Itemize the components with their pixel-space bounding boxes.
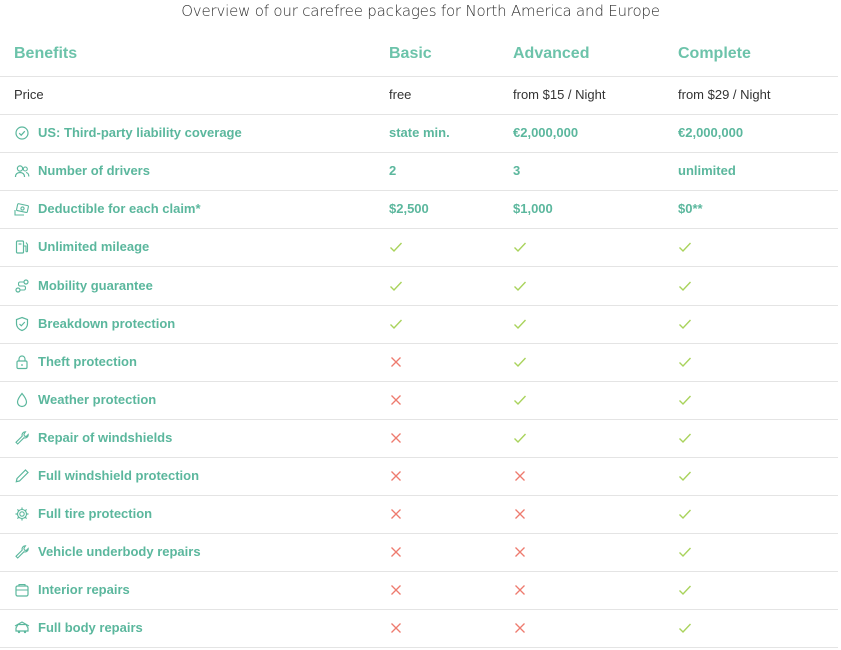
benefit-label <box>14 571 130 609</box>
cross-icon <box>513 621 527 635</box>
benefit-label <box>14 343 137 381</box>
check-icon <box>678 545 692 559</box>
table-row <box>0 152 838 191</box>
benefit-label-text: Weather protection <box>38 391 157 407</box>
basic-excluded <box>389 609 403 647</box>
advanced-excluded <box>513 609 527 647</box>
benefit-label-text: Full windshield protection <box>38 468 200 483</box>
benefit-label <box>14 609 143 647</box>
check-icon <box>513 240 527 254</box>
check-icon <box>513 317 527 331</box>
benefit-label-text: Theft protection <box>38 353 137 369</box>
benefit-label-text: Full body repairs <box>38 620 143 636</box>
benefit-label-text: Interior repairs <box>38 582 130 598</box>
wrench-icon <box>14 544 30 560</box>
basic-value: free <box>389 87 412 102</box>
cross-icon <box>389 431 403 445</box>
benefit-label-text: Breakdown protection <box>38 315 176 331</box>
wrench-icon <box>14 430 30 446</box>
complete-included <box>678 609 692 647</box>
complete-included <box>678 228 692 266</box>
check-icon <box>389 317 403 331</box>
benefit-label-text: Deductible for each claim* <box>38 201 201 217</box>
advanced-excluded <box>513 571 527 609</box>
benefit-label-text: Vehicle underbody repairs <box>38 544 201 560</box>
advanced-included <box>513 228 527 266</box>
cross-icon <box>389 545 403 559</box>
check-icon <box>678 279 692 293</box>
complete-included <box>678 457 692 495</box>
cross-icon <box>389 469 403 483</box>
benefit-label <box>14 381 156 419</box>
table-row <box>0 609 838 648</box>
header-advanced: Advanced <box>513 45 590 62</box>
table-row <box>0 419 838 458</box>
check-circle-icon <box>14 125 30 141</box>
check-icon <box>513 431 527 445</box>
header-complete: Complete <box>678 45 751 62</box>
basic-excluded <box>389 533 403 571</box>
table-row <box>0 76 838 115</box>
advanced-value: $1,000 <box>513 201 553 217</box>
table-row <box>0 457 838 496</box>
advanced-excluded <box>513 495 527 533</box>
advanced-included <box>513 267 527 305</box>
benefit-label <box>14 152 150 190</box>
complete-value: $0** <box>678 201 703 217</box>
check-icon <box>678 583 692 597</box>
complete-included <box>678 495 692 533</box>
table-row <box>0 343 838 382</box>
cross-icon <box>389 583 403 597</box>
check-icon <box>678 355 692 369</box>
complete-included <box>678 381 692 419</box>
basic-included <box>389 267 403 305</box>
benefit-label-text: Number of drivers <box>38 163 150 179</box>
check-icon <box>678 469 692 483</box>
drop-icon <box>14 392 30 408</box>
complete-included <box>678 419 692 457</box>
money-icon <box>14 201 30 217</box>
table-row <box>0 381 838 420</box>
advanced-excluded <box>513 533 527 571</box>
cross-icon <box>389 355 403 369</box>
users-icon <box>14 163 30 179</box>
complete-included <box>678 343 692 381</box>
complete-included <box>678 571 692 609</box>
basic-excluded <box>389 571 403 609</box>
benefit-label-text: Repair of windshields <box>38 429 173 445</box>
benefit-label <box>14 305 175 343</box>
lock-icon <box>14 354 30 370</box>
benefit-label <box>14 457 199 495</box>
pencil-icon <box>14 468 30 484</box>
benefit-label <box>14 419 172 457</box>
seat-icon <box>14 582 30 598</box>
page-title: Overview of our carefree packages for North America and Europe <box>181 2 660 20</box>
complete-value: from $29 / Night <box>678 87 771 102</box>
check-icon <box>678 240 692 254</box>
complete-included <box>678 533 692 571</box>
basic-value: 2 <box>389 163 397 179</box>
basic-excluded <box>389 419 403 457</box>
advanced-value: 3 <box>513 163 521 179</box>
complete-value: unlimited <box>678 163 736 179</box>
cross-icon <box>513 469 527 483</box>
benefit-label <box>14 495 152 533</box>
header-benefits: Benefits <box>14 45 78 62</box>
cross-icon <box>389 507 403 521</box>
benefit-label <box>14 76 44 114</box>
benefit-label <box>14 190 201 228</box>
route-icon <box>14 278 30 294</box>
benefit-label-text: US: Third-party liability coverage <box>38 125 242 141</box>
benefit-label-text: Full tire protection <box>38 506 153 522</box>
benefit-label-text: Mobility guarantee <box>38 277 153 293</box>
benefit-label <box>14 228 149 266</box>
table-row <box>0 267 838 306</box>
header-basic: Basic <box>389 45 432 62</box>
table-header <box>0 42 838 77</box>
benefit-label <box>14 114 242 152</box>
check-icon <box>389 240 403 254</box>
table-row <box>0 190 838 229</box>
check-icon <box>678 621 692 635</box>
benefit-label-text: Price <box>14 87 44 102</box>
fuel-pump-icon <box>14 239 30 255</box>
check-icon <box>678 317 692 331</box>
basic-excluded <box>389 457 403 495</box>
cross-icon <box>513 545 527 559</box>
advanced-value: from $15 / Night <box>513 87 606 102</box>
gear-icon <box>14 506 30 522</box>
basic-included <box>389 305 403 343</box>
car-icon <box>14 620 30 636</box>
benefit-label <box>14 267 153 305</box>
advanced-value: €2,000,000 <box>513 125 579 141</box>
benefit-label <box>14 533 201 571</box>
shield-icon <box>14 316 30 332</box>
basic-value: state min. <box>389 125 450 141</box>
complete-included <box>678 267 692 305</box>
check-icon <box>389 279 403 293</box>
table-row <box>0 571 838 610</box>
basic-excluded <box>389 381 403 419</box>
advanced-included <box>513 381 527 419</box>
table-row <box>0 533 838 572</box>
table-row <box>0 305 838 344</box>
cross-icon <box>389 393 403 407</box>
table-row <box>0 228 838 267</box>
basic-value: $2,500 <box>389 201 429 217</box>
advanced-included <box>513 343 527 381</box>
cross-icon <box>389 621 403 635</box>
check-icon <box>513 355 527 369</box>
basic-excluded <box>389 343 403 381</box>
check-icon <box>678 431 692 445</box>
benefit-label-text: Unlimited mileage <box>38 239 150 255</box>
check-icon <box>678 507 692 521</box>
advanced-excluded <box>513 457 527 495</box>
cross-icon <box>513 507 527 521</box>
basic-excluded <box>389 495 403 533</box>
advanced-included <box>513 419 527 457</box>
check-icon <box>513 279 527 293</box>
check-icon <box>513 393 527 407</box>
table-row <box>0 114 838 153</box>
cross-icon <box>513 583 527 597</box>
table-row <box>0 495 838 534</box>
basic-included <box>389 228 403 266</box>
complete-included <box>678 305 692 343</box>
complete-value: €2,000,000 <box>678 125 744 141</box>
check-icon <box>678 393 692 407</box>
advanced-included <box>513 305 527 343</box>
